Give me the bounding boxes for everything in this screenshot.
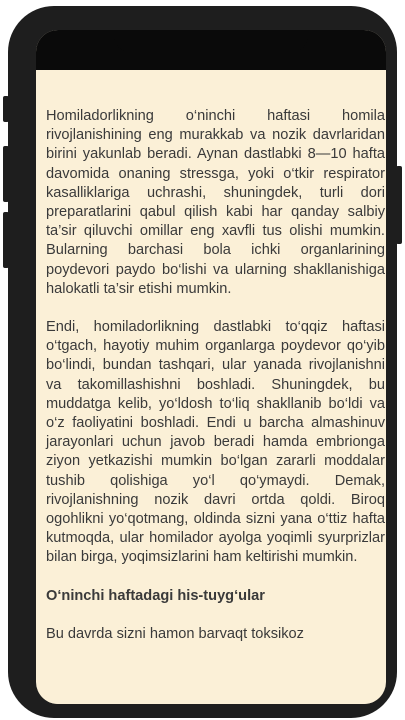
article-content[interactable] <box>46 107 385 663</box>
article-paragraph: Homiladorlikning o‘ninchi haftasi homila rivojlanishining eng murakkab va nozik davrlaridan birini yakunlab beradi. Aynan dastlabki 8—10 hafta davomida onaning stressga, yoki o‘tkir respirator kasalliklariga uchrashi, shuningdek, turli dori preparatlarini qabul qilish kabi har qanday salbiy ta’sir qiluvchi omillar eng xavfli tus olishi mumkin. Bularning barchasi bola ichki organlarining poydevori paydo bo‘lishi va ularning shakllanishiga halokatli ta’sir etishi mumkin. <box>46 108 385 297</box>
article-paragraph: Bu davrda sizni hamon barvaqt toksikoz <box>46 625 304 642</box>
article-paragraph: Endi, homiladorlikning dastlabki to‘qqiz haftasi o‘tgach, hayotiy muhim organlarga poydevor qo‘yib bo‘lindi, bundan tashqari, ular yanada rivojlanishni va takomillashishni boshladi. Shuningdek, bu muddatga kelib, yo‘ldosh to‘liq shakllanib bo‘ldi va o‘z faoliyatini boshladi. Endi u barcha almashinuv jarayonlari uchun javob beradi hamda embrionga ziyon yetkazishi mumkin bo‘lgan zararli moddalar tushib qolishiga yo‘l qo‘ymaydi. Demak, rivojlanishning nozik davri ortda qoldi. Biroq ogohlikni yo‘qotmang, oldinda sizni yana o‘ttiz hafta kutmoqda, ular homilador ayolga yoqimli syurprizlar bilan birga, yoqimsizlarini ham keltirishi mumkin. <box>46 319 385 566</box>
screen[interactable] <box>36 30 386 704</box>
status-bar <box>36 30 386 70</box>
bottom-fade <box>36 688 386 704</box>
section-heading: O‘ninchi haftadagi his-tuyg‘ular <box>46 587 265 604</box>
notch <box>114 30 308 52</box>
phone-frame <box>8 6 397 718</box>
